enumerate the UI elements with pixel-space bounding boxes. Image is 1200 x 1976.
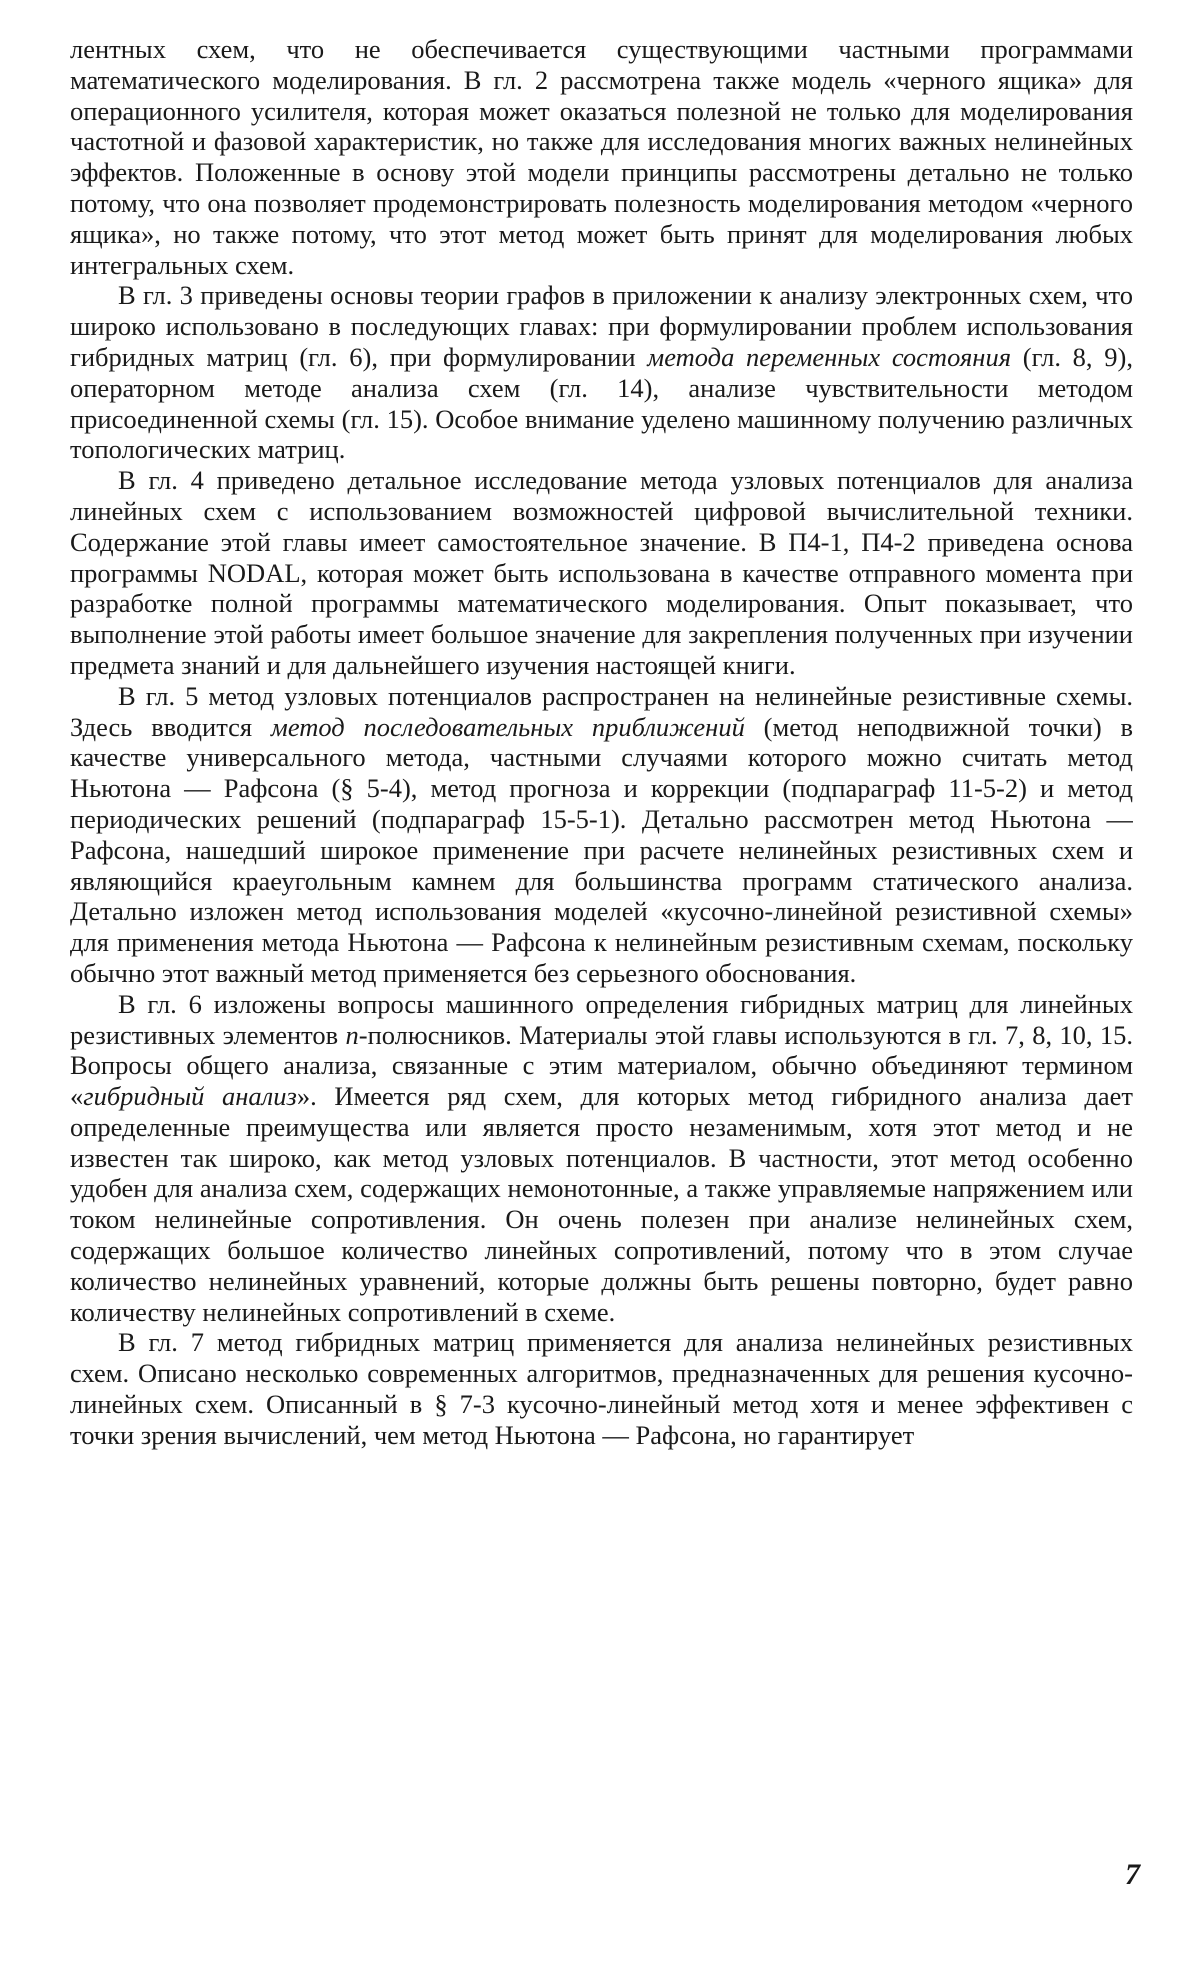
document-page xyxy=(70,34,1133,1894)
paragraph-text: (гл. 8, 9), операторном методе анализа схем (гл. 14), анализе чувствительности методом присоединенной схемы (гл. 15). Особое внимание уделено машинному получению различных топологических матриц. xyxy=(70,341,1133,465)
emphasized-term: n xyxy=(345,1019,359,1050)
body-paragraph xyxy=(70,989,1133,1328)
emphasized-term: метод последовательных приближений xyxy=(270,711,745,742)
emphasized-term: метода переменных состояния xyxy=(647,341,1012,372)
body-paragraph xyxy=(70,681,1133,989)
body-paragraph xyxy=(70,1327,1133,1450)
paragraph-text: В гл. 3 приведены основы теории графов в приложении к анализу электронных схем, что широко использовано в последующих главах: при формулировании проблем использования гибридных матриц (гл. 6), при формулировании xyxy=(70,280,1133,372)
emphasized-term: гибридный анализ xyxy=(83,1081,297,1112)
body-paragraph xyxy=(70,34,1133,280)
body-paragraph xyxy=(70,280,1133,465)
paragraph-text: В гл. 7 метод гибридных матриц применяется для анализа нелинейных резистивных схем. Описано несколько современных алгоритмов, предназначенных для решения кусочно-линейных схем. Описанный в § 7-3 кусочно-линейный метод хотя и менее эффективен с точки зрения вычислений, чем метод Ньютона — Рафсона, но гарантирует xyxy=(70,1327,1133,1450)
page-number: 7 xyxy=(1125,1858,1140,1891)
body-paragraph xyxy=(70,465,1133,681)
paragraph-text: ». Имеется ряд схем, для которых метод гибридного анализа дает определенные преимущества или является просто незаменимым, хотя этот метод и не известен так широко, как метод узловых потенциалов. В частности, этот метод особенно удобен для анализа схем, содержащих немонотонные, а также управляемые напряжением или током нелинейные сопротивления. Он очень полезен при анализе нелинейных схем, содержащих большое количество линейных сопротивлений, потому что в этом случае количество нелинейных уравнений, которые должны быть решены повторно, будет равно количеству нелинейных сопротивлений в схеме. xyxy=(70,1081,1133,1327)
paragraph-text: В гл. 4 приведено детальное исследование метода узловых потенциалов для анализа линейных схем с использованием возможностей цифровой вычислительной техники. Содержание этой главы имеет самостоятельное значение. В П4-1, П4-2 приведена основа программы NODAL, которая может быть использована в качестве отправного момента при разработке полной программы математического моделирования. Опыт показывает, что выполнение этой работы имеет большое значение для закрепления полученных при изучении предмета знаний и для дальнейшего изучения настоящей книги. xyxy=(70,465,1133,680)
paragraph-text: В гл. 5 метод узловых потенциалов распространен на нелинейные резистивные схемы. Здесь вводится xyxy=(70,680,1133,742)
paragraph-text: лентных схем, что не обеспечивается существующими частными программами математического моделирования. В гл. 2 рассмотрена также модель «черного ящика» для операционного усилителя, которая может оказаться полезной не только для моделирования частотной и фазовой характеристик, но также для исследования многих важных нелинейных эффектов. Положенные в основу этой модели принципы рассмотрены детально не только потому, что она позволяет продемонстрировать полезность моделирования методом «черного ящика», но также потому, что этот метод может быть принят для моделирования любых интегральных схем. xyxy=(70,34,1133,280)
paragraph-text: (метод неподвижной точки) в качестве универсального метода, частными случаями которого можно считать метод Ньютона — Рафсона (§ 5-4), метод прогноза и коррекции (подпараграф 11-5-2) и метод периодических решений (подпараграф 15-5-1). Детально рассмотрен метод Ньютона — Рафсона, нашедший широкое применение при расчете нелинейных резистивных схем и являющийся краеугольным камнем для большинства программ статического анализа. Детально изложен метод использования моделей «кусочно-линейной резистивной схемы» для применения метода Ньютона — Рафсона к нелинейным резистивным схемам, поскольку обычно этот важный метод применяется без серьезного обоснования. xyxy=(70,711,1133,988)
paragraph-text: -полюсников. Материалы этой главы используются в гл. 7, 8, 10, 15. Вопросы общего анализа, связанные с этим материалом, обычно объединяют термином « xyxy=(70,1019,1133,1112)
paragraph-text: В гл. 6 изложены вопросы машинного определения гибридных матриц для линейных резистивных элементов xyxy=(70,988,1133,1050)
